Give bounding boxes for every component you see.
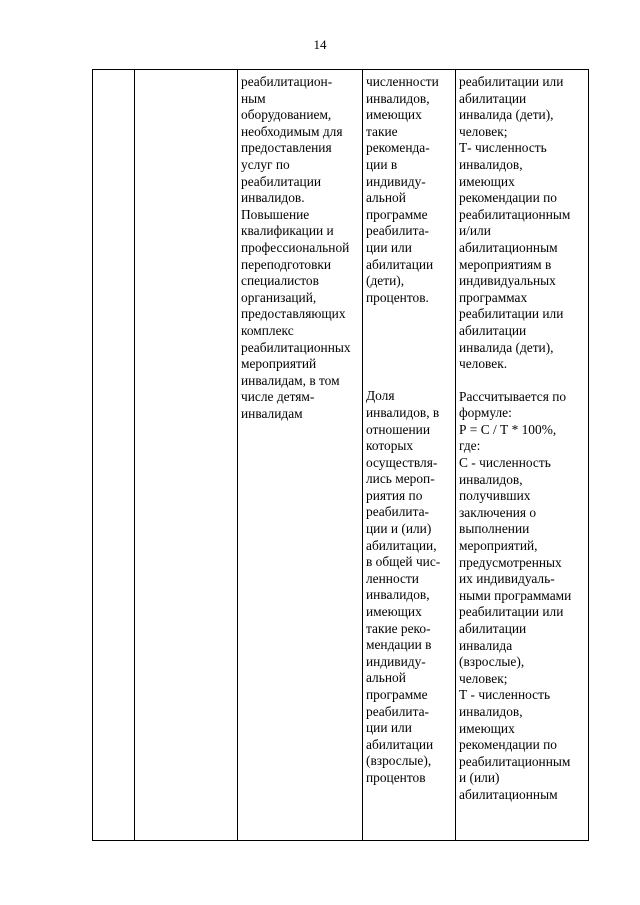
text-line: выполнении — [459, 521, 530, 537]
text-line: реабилитации — [241, 173, 322, 189]
text-line: в общей чис- — [366, 554, 441, 570]
text-line: их индивидуаль- — [459, 571, 555, 587]
text-line: реабилитацион- — [241, 74, 333, 89]
text-line: программах — [459, 289, 528, 305]
text-line: индивиду- — [366, 173, 426, 189]
text-line: профессиональной — [241, 239, 350, 255]
text-line: реабилитационным — [459, 206, 571, 222]
text-line: реабилитации или — [459, 306, 564, 322]
text-line: где: — [459, 438, 481, 454]
text-line: альной — [366, 670, 406, 686]
text-line: и (или) — [459, 770, 500, 786]
text-line: абилитации — [459, 322, 527, 338]
text-line: индивидуальных — [459, 273, 556, 289]
text-line: имеющих — [459, 173, 515, 189]
text-line: мероприятий — [241, 356, 317, 372]
text-line: Р = С / Т * 100%, — [459, 421, 557, 437]
text-line: программе — [366, 687, 428, 702]
text-line: реабилита- — [366, 703, 429, 719]
text-line: имеющих — [366, 604, 422, 620]
cell-task — [135, 70, 238, 841]
text-line: осуществля- — [366, 454, 438, 470]
text-line: инвалидов, — [459, 703, 523, 719]
text-line: абилитации — [459, 621, 527, 636]
indicator-block-adults — [366, 388, 452, 786]
text-line: (взрослые), — [459, 654, 525, 670]
text-line: ным — [241, 90, 266, 106]
text-line: абилитации — [366, 256, 434, 272]
text-line: программе — [366, 206, 428, 222]
text-line: человек. — [459, 356, 508, 372]
block-spacer — [366, 306, 452, 388]
text-line: оборудованием, — [241, 107, 332, 123]
text-line: (взрослые), — [366, 753, 432, 769]
text-line: рекоменда- — [366, 140, 430, 156]
text-line: предоставляющих — [241, 306, 346, 322]
text-line: Т - численность — [459, 687, 551, 703]
method-block-adults — [459, 389, 585, 804]
text-line: абилитации — [366, 736, 434, 752]
text-line: реабилита- — [366, 223, 429, 239]
text-line: реабилитации или — [459, 604, 564, 620]
text-line: рекомендации по — [459, 190, 557, 206]
text-line: ции и (или) — [366, 521, 432, 537]
table-row — [93, 70, 589, 841]
text-line: ленности — [366, 570, 419, 586]
document-table — [92, 69, 589, 841]
text-line: имеющих — [459, 720, 515, 736]
text-line: альной — [366, 190, 406, 206]
text-line: комплекс — [241, 322, 294, 338]
text-line: квалификации и — [241, 223, 334, 239]
text-line: ции или — [366, 239, 412, 255]
text-line: мероприятиям в — [459, 256, 552, 272]
text-line: абилитации — [459, 90, 527, 106]
text-line: отношении — [366, 421, 430, 437]
text-line: инвалидов, — [366, 587, 430, 603]
text-line: абилитационным — [459, 786, 558, 802]
text-line: инвалидам — [241, 405, 303, 421]
cell-method — [456, 70, 589, 841]
text-line: организаций, — [241, 289, 317, 305]
text-line: реабилита- — [366, 504, 429, 520]
text-line: инвалидов, в — [366, 404, 440, 420]
text-line: риятия по — [366, 487, 423, 503]
page-number: 14 — [313, 37, 327, 52]
text-line: человек; — [459, 670, 508, 686]
text-line: необходимым для — [241, 123, 343, 139]
text-line: инвалида (дети), — [459, 107, 554, 123]
text-line: такие реко- — [366, 620, 431, 636]
text-line: реабилитационным — [459, 753, 571, 769]
text-line: которых — [366, 438, 414, 454]
text-line: услуг по — [241, 156, 290, 172]
text-line: инвалидов, — [459, 156, 523, 172]
text-line: получивших — [459, 488, 531, 504]
block-spacer — [459, 373, 585, 389]
text-line: инвалидов. — [241, 190, 305, 206]
text-line: мероприятий, — [459, 538, 538, 554]
text-line: предоставления — [241, 140, 332, 156]
cell-indicator — [363, 70, 456, 841]
text-line: заключения о — [459, 504, 537, 520]
text-line: числе детям- — [241, 389, 315, 405]
cell-measure — [238, 70, 363, 841]
text-line: инвалида — [459, 637, 513, 653]
text-line: мендации в — [366, 637, 432, 653]
text-line: абилитации, — [366, 537, 437, 553]
text-line: инвалида (дети), — [459, 339, 554, 355]
text-line: переподготовки — [241, 256, 332, 272]
text-line: Доля — [366, 388, 395, 404]
text-line: ции в — [366, 156, 398, 172]
text-line: С - численность — [459, 455, 551, 471]
text-line: инвалидов, — [459, 471, 523, 487]
text-line: индивиду- — [366, 653, 426, 669]
text-line: человек; — [459, 123, 508, 139]
text-line: рекомендации по — [459, 737, 557, 753]
text-line: численности — [366, 74, 439, 89]
text-line: ными программами — [459, 587, 572, 603]
text-line: лись мероп- — [366, 471, 435, 487]
text-line: специалистов — [241, 273, 319, 289]
cell-number — [93, 70, 135, 841]
text-line: процентов. — [366, 289, 429, 305]
text-line: ции или — [366, 720, 412, 736]
text-line: абилитационным — [459, 239, 558, 255]
text-line: такие — [366, 123, 398, 139]
text-line: Повышение — [241, 206, 310, 222]
text-line: инвалидов, — [366, 90, 430, 106]
text-line: Рассчитывается по — [459, 388, 567, 404]
text-line: Т- численность — [459, 140, 547, 156]
text-line: реабилитации или — [459, 74, 564, 89]
text-line: имеющих — [366, 107, 422, 123]
text-line: предусмотренных — [459, 554, 562, 570]
method-block-children — [459, 74, 585, 373]
text-line: реабилитационных — [241, 339, 351, 355]
text-line: процентов — [366, 769, 426, 785]
text-line: формуле: — [459, 405, 512, 421]
text-line: инвалидам, в том — [241, 372, 340, 388]
text-line: и/или — [459, 223, 491, 239]
indicator-block-children — [366, 74, 452, 306]
text-line: (дети), — [366, 273, 405, 289]
